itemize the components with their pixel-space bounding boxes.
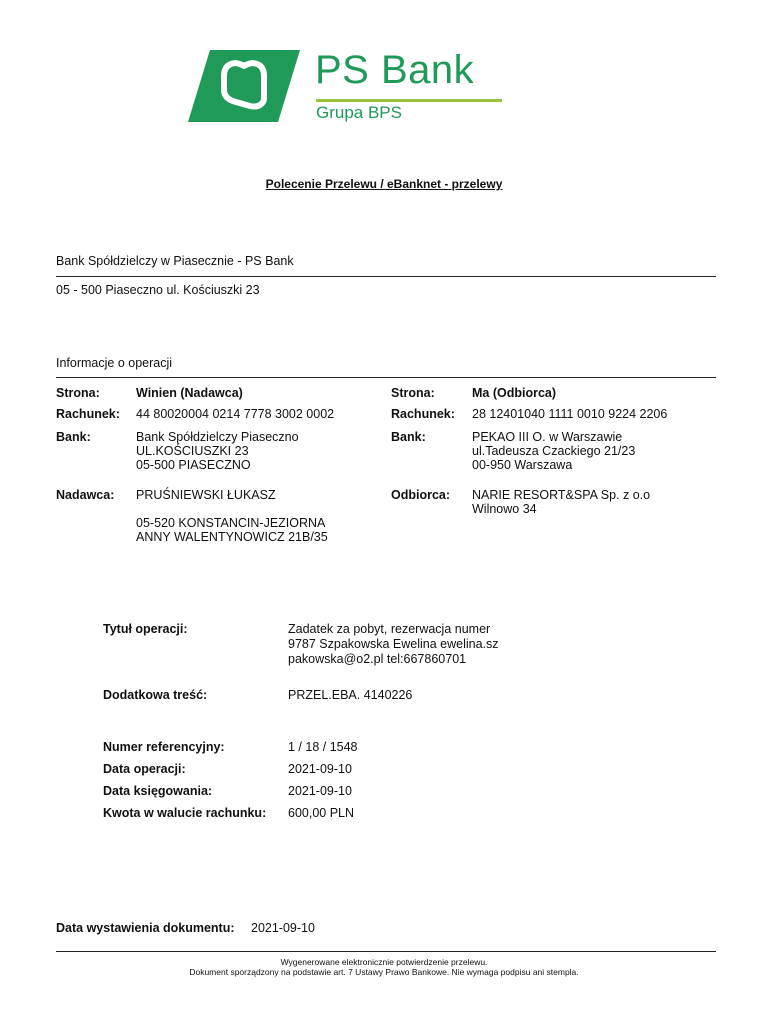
receiver-bank-line: ul.Tadeusza Czackiego 21/23 — [472, 444, 636, 458]
issue-date-label: Data wystawienia dokumentu: — [56, 921, 235, 935]
receiver-bank-label: Bank: — [391, 430, 426, 444]
receiver-party-line: Wilnowo 34 — [472, 502, 537, 516]
logo-underline — [316, 99, 502, 102]
receiver-account-label: Rachunek: — [391, 407, 455, 421]
amount-value: 600,00 PLN — [288, 806, 355, 820]
operation-title-line: Zadatek za pobyt, rezerwacja numer — [288, 622, 491, 636]
sender-party-line: 05-520 KONSTANCIN-JEZIORNA — [136, 516, 326, 530]
sender-party-line: PRUŚNIEWSKI ŁUKASZ — [136, 488, 276, 502]
bank-address: 05 - 500 Piaseczno ul. Kościuszki 23 — [56, 283, 260, 297]
sender-bank-line: Bank Spółdzielczy Piaseczno — [136, 430, 299, 444]
logo-group-name: Grupa BPS — [316, 103, 402, 122]
document-title: Polecenie Przelewu / eBanknet - przelewy — [265, 177, 503, 191]
footer-note: Dokument sporządzony na podstawie art. 7 Ustawy Prawo Bankowe. Nie wymaga podpisu ani stempla. — [189, 967, 579, 977]
amount-label: Kwota w walucie rachunku: — [103, 806, 267, 820]
sender-bank-line: UL.KOŚCIUSZKI 23 — [136, 444, 249, 458]
issue-date-value: 2021-09-10 — [251, 921, 315, 935]
receiver-party-line: NARIE RESORT&SPA Sp. z o.o — [472, 488, 651, 502]
section-title: Informacje o operacji — [56, 356, 173, 370]
sender-account-value: 44 80020004 0214 7778 3002 0002 — [136, 407, 335, 421]
sender-account-label: Rachunek: — [56, 407, 120, 421]
footer-note: Wygenerowane elektronicznie potwierdzenie przelewu. — [280, 957, 488, 967]
operation-title-label: Tytuł operacji: — [103, 622, 188, 636]
sender-bank-line: 05-500 PIASECZNO — [136, 458, 251, 472]
divider — [56, 377, 716, 378]
receiver-bank-line: PEKAO III O. w Warszawie — [472, 430, 623, 444]
booking-date-label: Data księgowania: — [103, 784, 213, 798]
receiver-account-value: 28 12401040 1111 0010 9224 2206 — [472, 407, 668, 421]
sender-side-label: Strona: — [56, 386, 100, 400]
receiver-party-label: Odbiorca: — [391, 488, 451, 502]
operation-date-label: Data operacji: — [103, 762, 186, 776]
extra-content-label: Dodatkowa treść: — [103, 688, 208, 702]
extra-content-value: PRZEL.EBA. 4140226 — [288, 688, 413, 702]
receiver-bank-line: 00-950 Warszawa — [472, 458, 573, 472]
sender-side-value: Winien (Nadawca) — [136, 386, 243, 400]
reference-number-value: 1 / 18 / 1548 — [288, 740, 358, 754]
logo-wordmark: PS Bank — [315, 48, 475, 92]
bank-name: Bank Spółdzielczy w Piasecznie - PS Bank — [56, 254, 294, 268]
sender-party-line: ANNY WALENTYNOWICZ 21B/35 — [136, 530, 328, 544]
sender-bank-label: Bank: — [56, 430, 91, 444]
sender-party-label: Nadawca: — [56, 488, 115, 502]
receiver-side-label: Strona: — [391, 386, 435, 400]
divider — [56, 276, 716, 277]
reference-number-label: Numer referencyjny: — [103, 740, 225, 754]
divider — [56, 951, 716, 952]
booking-date-value: 2021-09-10 — [288, 784, 352, 798]
operation-title-line: pakowska@o2.pl tel:667860701 — [288, 652, 467, 666]
operation-date-value: 2021-09-10 — [288, 762, 352, 776]
receiver-side-value: Ma (Odbiorca) — [472, 386, 557, 400]
operation-title-line: 9787 Szpakowska Ewelina ewelina.sz — [288, 637, 499, 651]
